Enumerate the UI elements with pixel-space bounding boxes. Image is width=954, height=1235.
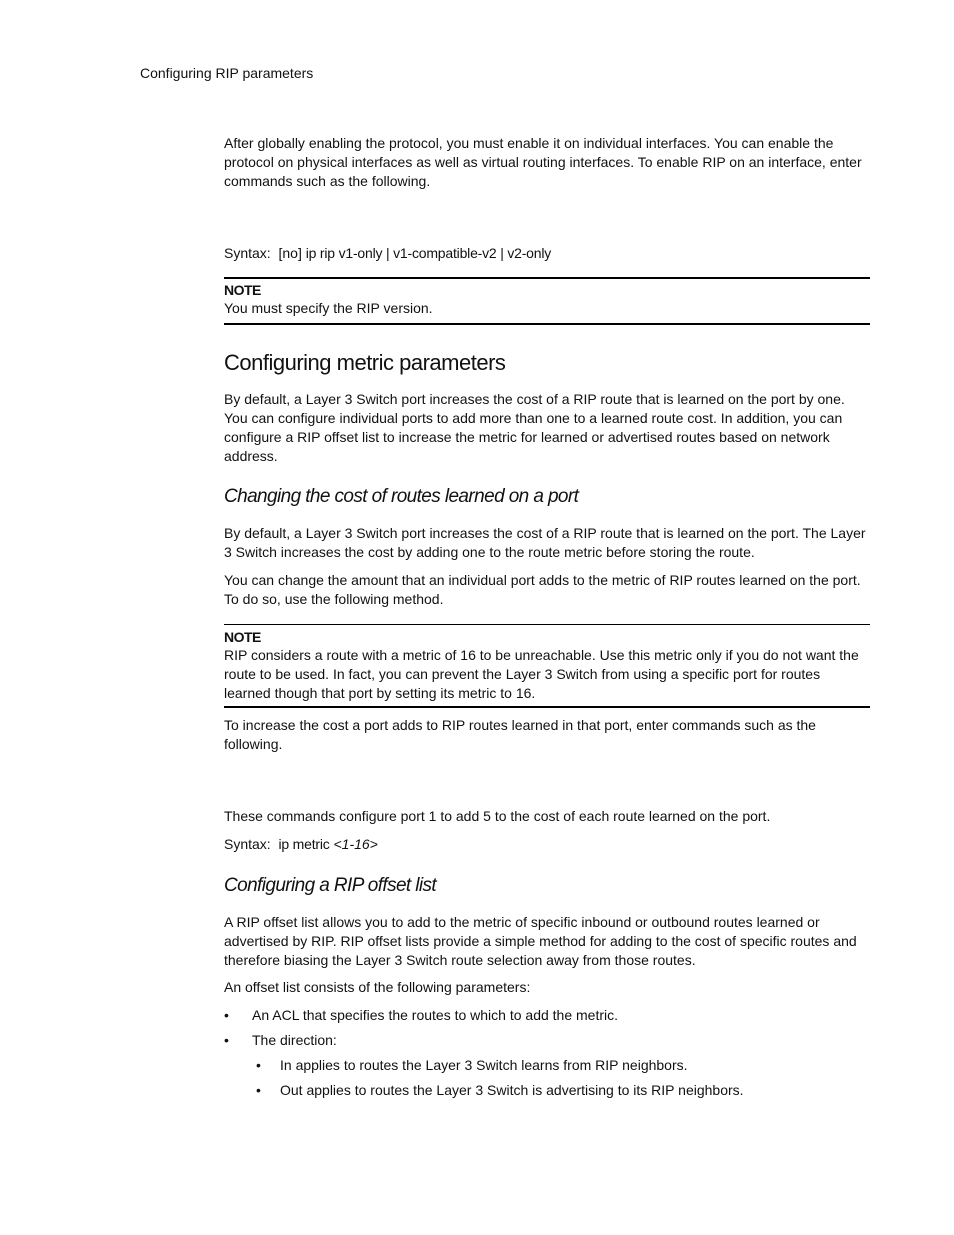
note-label: NOTE <box>224 282 261 298</box>
bullet-icon: • <box>224 1032 229 1048</box>
running-header: Configuring RIP parameters <box>140 65 314 81</box>
syntax-line-rip-version <box>224 244 870 263</box>
cost-paragraph-1: By default, a Layer 3 Switch port increases the cost of a RIP route that is learned on the port. The Layer 3 Switch increases the cost by adding one to the route metric before storing the route. <box>224 525 866 560</box>
list-item <box>224 1056 870 1075</box>
offset-paragraph-2: An offset list consists of the following parameters: <box>224 979 531 995</box>
offset-parameter-list <box>224 1006 870 1050</box>
note-text: RIP considers a route with a metric of 16 to be unreachable. Use this metric only if you do not want the route to be used. In fact, you can prevent the Layer 3 Switch from using a specific port for routes learned though that port by setting its metric to 16. <box>224 647 859 701</box>
list-item <box>224 1031 870 1050</box>
bullet-icon: • <box>256 1082 261 1098</box>
metric-paragraph: By default, a Layer 3 Switch port increases the cost of a RIP route that is learned on the port by one. You can configure individual ports to add more than one to a learned route cost. In addition, you can configure a RIP offset list to increase the metric for learned or advertised routes based on network address. <box>224 391 845 464</box>
list-item <box>224 1006 870 1025</box>
syntax-label: Syntax: <box>224 836 271 852</box>
syntax-line-ip-metric <box>224 835 870 854</box>
list-item-text: Out applies to routes the Layer 3 Switch is advertising to its RIP neighbors. <box>280 1082 744 1098</box>
section-heading-metric: Configuring metric parameters <box>224 350 506 375</box>
intro-paragraph: After globally enabling the protocol, you must enable it on individual interfaces. You can enable the protocol on physical interfaces as well as virtual routing interfaces. To enable RIP on an interface, enter commands such as the following. <box>224 135 862 189</box>
bullet-icon: • <box>224 1007 229 1023</box>
syntax-command: ip rip v1-only | v1-compatible-v2 | v2-only <box>305 245 552 261</box>
cost-paragraph-4: These commands configure port 1 to add 5 to the cost of each route learned on the port. <box>224 808 771 824</box>
list-item-text: An ACL that specifies the routes to which to add the metric. <box>252 1007 619 1023</box>
bullet-icon: • <box>256 1057 261 1073</box>
list-item-text: The direction: <box>252 1032 337 1048</box>
cost-paragraph-3: To increase the cost a port adds to RIP routes learned in that port, enter commands such as the following. <box>224 717 816 752</box>
syntax-label: Syntax: <box>224 245 271 261</box>
offset-paragraph-1: A RIP offset list allows you to add to the metric of specific inbound or outbound routes learned or advertised by RIP. RIP offset lists provide a simple method for adding to the cost of specific routes and therefore biasing the Layer 3 Switch route selection away from those routes. <box>224 914 857 968</box>
list-item <box>224 1081 870 1100</box>
syntax-argument: <1-16> <box>333 836 378 852</box>
note-box-unreachable <box>224 624 870 708</box>
subsection-heading-offset: Configuring a RIP offset list <box>224 875 437 896</box>
syntax-command: ip metric <box>278 836 330 852</box>
list-item-text: In applies to routes the Layer 3 Switch learns from RIP neighbors. <box>280 1057 688 1073</box>
note-text: You must specify the RIP version. <box>224 300 433 316</box>
note-label: NOTE <box>224 629 261 645</box>
cost-paragraph-2: You can change the amount that an individual port adds to the metric of RIP routes learned on the port. To do so, use the following method. <box>224 572 861 607</box>
subsection-heading-cost: Changing the cost of routes learned on a port <box>224 486 579 507</box>
note-box-rip-version <box>224 277 870 325</box>
syntax-optional: [no] <box>278 245 302 261</box>
direction-sub-list <box>224 1056 870 1100</box>
